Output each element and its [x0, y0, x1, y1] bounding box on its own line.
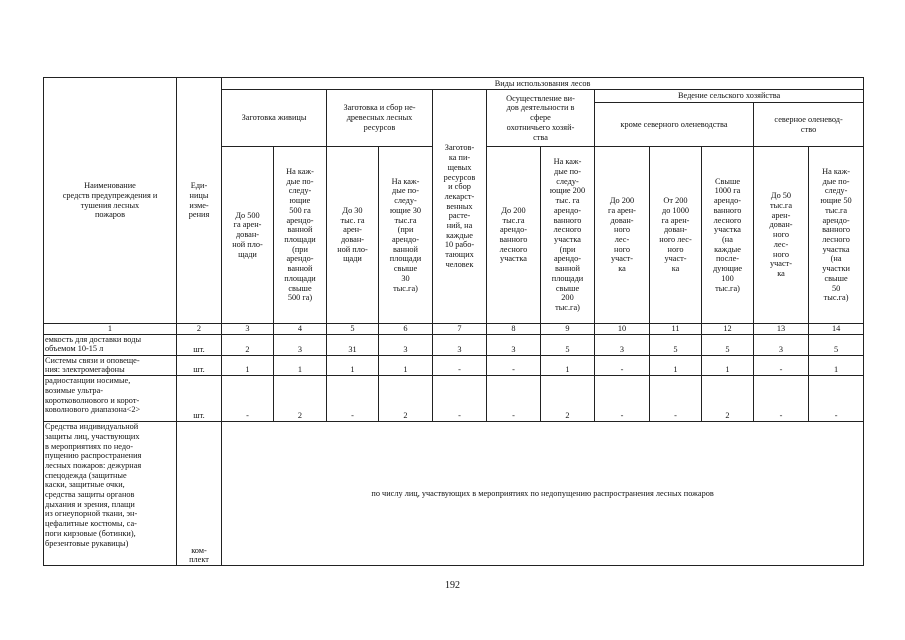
- header-name-column: Наименование средств предупреждения и тушения лесных пожаров: [44, 78, 177, 324]
- row-value: -: [433, 355, 487, 375]
- header-sub-deer: северное оленевод- ство: [754, 103, 864, 147]
- row-value: 1: [650, 355, 702, 375]
- header-types-title: Виды использования лесов: [222, 78, 864, 90]
- row-value: 1: [274, 355, 327, 375]
- row-value: -: [222, 376, 274, 422]
- column-number: 3: [222, 324, 274, 335]
- header-group-agriculture: Ведение сельского хозяйства: [595, 90, 864, 103]
- table-row: [44, 376, 864, 422]
- header-col-12: Свыше 1000 га арендо- ванного лесного участка (на каждые после- дующие 100 тыс.га): [702, 147, 754, 324]
- header-col-9: На каж- дые по- следу- ющие 200 тыс. га арендо- ванного лесного участка (при арендо- ванной площади свыше 200 тыс.га): [541, 147, 595, 324]
- fire-equipment-table: [43, 77, 864, 566]
- column-number: 1: [44, 324, 177, 335]
- header-unit-column: Еди- ницы изме- рения: [177, 78, 222, 324]
- row-value: -: [754, 376, 809, 422]
- row-name-ppe: Средства индивидуальной защиты лиц, участвующих в мероприятиях по недо- пущению распространения лесных пожаров: дежурная спецодежда (защитные каски, защитные очки, средства защиты органов дыхания и зрения, плащи из огнеупорной ткани, эн- цефалитные костюмы, са- поги кирзовые (ботинки), брезентовые рукавицы): [44, 422, 177, 566]
- row-name: радиостанции носимые, возимые ультра- коротковолнового и корот- коволнового диапазона<2>: [44, 376, 177, 422]
- row-value: 5: [541, 334, 595, 355]
- column-number: 14: [809, 324, 864, 335]
- column-number: 12: [702, 324, 754, 335]
- row-value: -: [327, 376, 379, 422]
- row-value: 1: [222, 355, 274, 375]
- column-number: 8: [487, 324, 541, 335]
- row-value: -: [595, 355, 650, 375]
- column-number: 6: [379, 324, 433, 335]
- table-row: [44, 355, 864, 375]
- table-row: [44, 334, 864, 355]
- row-value: 1: [327, 355, 379, 375]
- header-group-hunting: Осуществление ви- дов деятельности в сфере охотничьего хозяй- ства: [487, 90, 595, 147]
- row-value: 1: [541, 355, 595, 375]
- row-value: 5: [809, 334, 864, 355]
- row-value: 2: [541, 376, 595, 422]
- row-value: 3: [754, 334, 809, 355]
- column-number: 2: [177, 324, 222, 335]
- column-number: 13: [754, 324, 809, 335]
- row-value: -: [809, 376, 864, 422]
- header-col-6: На каж- дые по- следу- ющие 30 тыс.га (при арендо- ванной площади свыше 30 тыс.га): [379, 147, 433, 324]
- column-numbers-row: [44, 324, 864, 335]
- header-group-nonwood: Заготовка и сбор не- древесных лесных ресурсов: [327, 90, 433, 147]
- header-group-medicinal: Заготов- ка пи- щевых ресурсов и сбор лекарст- венных расте- ний, на каждые 10 рабо- тающих человек: [433, 90, 487, 324]
- row-unit: шт.: [177, 376, 222, 422]
- row-value: 3: [433, 334, 487, 355]
- row-value: 2: [274, 376, 327, 422]
- row-value: 3: [379, 334, 433, 355]
- header-sub-except-deer: кроме северного оленеводства: [595, 103, 754, 147]
- row-value: 3: [487, 334, 541, 355]
- page-number: 192: [445, 580, 460, 591]
- header-col-13: До 50 тыс.га арен- дован- ного лес- ного участ- ка: [754, 147, 809, 324]
- column-number: 11: [650, 324, 702, 335]
- table-row: [44, 422, 864, 566]
- row-value: 31: [327, 334, 379, 355]
- row-name: Системы связи и оповеще- ния: электромегафоны: [44, 355, 177, 375]
- row-value: 1: [809, 355, 864, 375]
- column-number: 10: [595, 324, 650, 335]
- row-value: 1: [379, 355, 433, 375]
- row-value: -: [754, 355, 809, 375]
- column-number: 4: [274, 324, 327, 335]
- row-value: -: [487, 376, 541, 422]
- row-value: -: [650, 376, 702, 422]
- row-value: -: [433, 376, 487, 422]
- row-unit: шт.: [177, 355, 222, 375]
- row-unit-ppe: ком- плект: [177, 422, 222, 566]
- row-value: 2: [702, 376, 754, 422]
- column-number: 7: [433, 324, 487, 335]
- row-unit: шт.: [177, 334, 222, 355]
- header-col-11: От 200 до 1000 га арен- дован- ного лес- ного участ- ка: [650, 147, 702, 324]
- header-col-4: На каж- дые по- следу- ющие 500 га арендо- ванной площади (при арендо- ванной площади свыше 500 га): [274, 147, 327, 324]
- column-number: 9: [541, 324, 595, 335]
- row-value: 2: [222, 334, 274, 355]
- ppe-merged-text: по числу лиц, участвующих в мероприятиях по недопущению распространения лесных пожаров: [222, 422, 864, 566]
- header-group-resin: Заготовка живицы: [222, 90, 327, 147]
- row-value: 2: [379, 376, 433, 422]
- row-value: -: [595, 376, 650, 422]
- header-col-5: До 30 тыс. га арен- дован- ной пло- щади: [327, 147, 379, 324]
- row-value: 3: [274, 334, 327, 355]
- row-name: емкость для доставки воды объемом 10-15 л: [44, 334, 177, 355]
- header-col-3: До 500 га арен- дован- ной пло- щади: [222, 147, 274, 324]
- row-value: 1: [702, 355, 754, 375]
- header-col-10: До 200 га арен- дован- ного лес- ного участ- ка: [595, 147, 650, 324]
- column-number: 5: [327, 324, 379, 335]
- header-col-14: На каж- дые по- следу- ющие 50 тыс.га арендо- ванного лесного участка (на участки свыше 50 тыс.га): [809, 147, 864, 324]
- row-value: 3: [595, 334, 650, 355]
- row-value: 5: [702, 334, 754, 355]
- header-col-8: До 200 тыс.га арендо- ванного лесного участка: [487, 147, 541, 324]
- row-value: -: [487, 355, 541, 375]
- row-value: 5: [650, 334, 702, 355]
